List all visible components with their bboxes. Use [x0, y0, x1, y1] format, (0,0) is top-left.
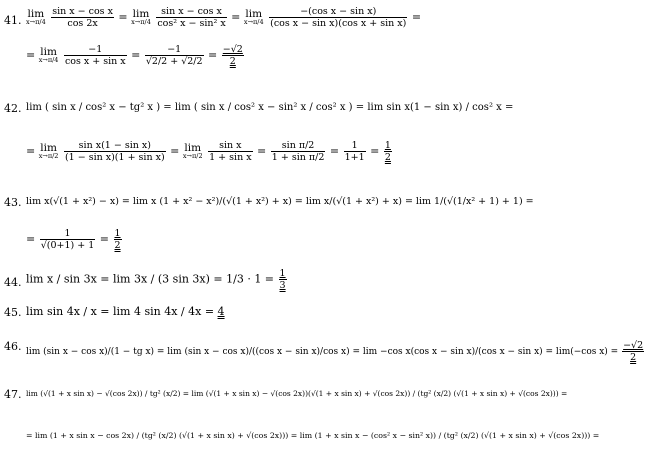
answer: 4: [217, 305, 225, 318]
problem-44-expression: lim x / sin 3x = lim 3x / (3 sin 3x) = 1/3 · 1 =: [26, 272, 275, 286]
problem-47-number: 47.: [4, 388, 22, 401]
problem-43-line-1: lim x(√(1 + x²) − x) = lim x (1 + x² − x²)/(√(1 + x²) + x) = lim x/(√(1 + x²) + x) = lim 1/(√(1/x² + 1) + 1) =: [26, 196, 534, 207]
fraction: $\frac{1}{1+1}$: [344, 140, 365, 163]
problem-45-expression: lim sin 4x / x = lim 4 sin 4x / 4x =: [26, 305, 215, 318]
limit-operator: lim x→π/4: [26, 8, 46, 26]
answer: $\frac{-√2}{2}$: [222, 44, 243, 67]
fraction: $\frac{\text{−(cos x − sin x)}}{\text{(cos x − sin x)(cos x + sin x)}}$: [270, 6, 407, 29]
fraction: $\frac{1}{√(0+1) + 1}$: [40, 228, 95, 251]
fraction: $\frac{-1}{\text{cos x + sin x}}$: [64, 44, 126, 67]
limit-operator: lim x→π/4: [131, 8, 151, 26]
problem-45-line: [26, 306, 225, 318]
fraction: $\frac{-1}{√2/2 + √2/2}$: [145, 44, 203, 67]
problem-41-line-2: = lim x→π/4 $\frac{-1}{\text{cos x + sin x}}$ = $\frac{-1}{√2/2 + √2/2}$ = $\frac{-√2}{2}$: [26, 44, 243, 67]
limit-operator: lim x→π/2: [38, 142, 59, 160]
fraction: $\frac{\text{sin x(1 − sin x)}}{\text{(1 − sin x)(1 + sin x)}}$: [64, 140, 165, 163]
limit-operator: lim x→π/2: [182, 142, 203, 160]
problem-41-line-1: lim x→π/4 $\frac{\text{sin x − cos x}}{\cos 2x}$ = lim x→π/4 $\frac{\text{sin x − cos x}}{\text{cos² x − sin² x}}$ = lim x→π/4 $\frac{\text{−(cos x − sin x)}}{\text{(cos x − sin x)(cos x + sin x)}}$ =: [26, 6, 422, 29]
limit-operator: lim x→π/4: [38, 46, 59, 64]
problem-42-line-1: lim ( sin x / cos² x − tg² x ) = lim ( sin x / cos² x − sin² x / cos² x ) = lim sin x(1 − sin x) / cos² x =: [26, 102, 514, 113]
problem-44-line: [26, 268, 288, 291]
answer: $\frac{-√2}{2}$: [623, 340, 644, 363]
problem-42-number: 42.: [4, 102, 22, 115]
problem-46-expression: lim (sin x − cos x)/(1 − tg x) = lim (sin x − cos x)/((cos x − sin x)/cos x) = lim −cos x(cos x − sin x)/(cos x − sin x) = lim(−cos x) =: [26, 347, 619, 357]
problem-44-number: 44.: [4, 276, 22, 289]
answer: $\frac{1}{3}$: [279, 268, 286, 291]
fraction: $\frac{\text{sin x}}{\text{1 + sin x}}$: [209, 140, 252, 163]
fraction: $\frac{\text{sin x − cos x}}{\cos 2x}$: [52, 6, 113, 29]
fraction: $\frac{\text{sin π/2}}{\text{1 + sin π/2}}$: [271, 140, 325, 163]
problem-46-number: 46.: [4, 340, 22, 353]
problem-45-number: 45.: [4, 306, 22, 319]
problem-41-number: 41.: [4, 14, 22, 27]
answer: $\frac{1}{2}$: [114, 228, 121, 251]
limit-operator: lim x→π/4: [243, 8, 264, 26]
answer: $\frac{1}{2}$: [384, 140, 391, 163]
problem-43-number: 43.: [4, 196, 22, 209]
problem-42-line-2: = lim x→π/2 $\frac{\text{sin x(1 − sin x)}}{\text{(1 − sin x)(1 + sin x)}}$ = lim x→π/2 $\frac{\text{sin x}}{\text{1 + sin x}}$ = $\frac{\text{sin π/2}}{\text{1 + sin π/2}}$ = $\frac{1}{1+1}$ = $\frac{1}{2}$: [26, 140, 391, 163]
problem-47-line-2: = lim (1 + x sin x − cos 2x) / (tg² (x/2) (√(1 + x sin x) + √(cos 2x))) = lim (1 + x sin x − (cos² x − sin² x)) / (tg² (x/2) (√(1 + x sin x) + √(cos 2x))) =: [26, 431, 600, 440]
fraction: $\frac{\text{sin x − cos x}}{\text{cos² x − sin² x}}$: [157, 6, 226, 29]
problem-47-line-1: lim (√(1 + x sin x) − √(cos 2x)) / tg² (x/2) = lim (√(1 + x sin x) − √(cos 2x))(√(1 + x sin x) + √(cos 2x)) / (tg² (x/2) (√(1 + x sin x) + √(cos 2x))) =: [26, 389, 568, 398]
problem-43-line-2: = $\frac{1}{√(0+1) + 1}$ = $\frac{1}{2}$: [26, 228, 121, 251]
problem-46-line: [26, 340, 645, 363]
